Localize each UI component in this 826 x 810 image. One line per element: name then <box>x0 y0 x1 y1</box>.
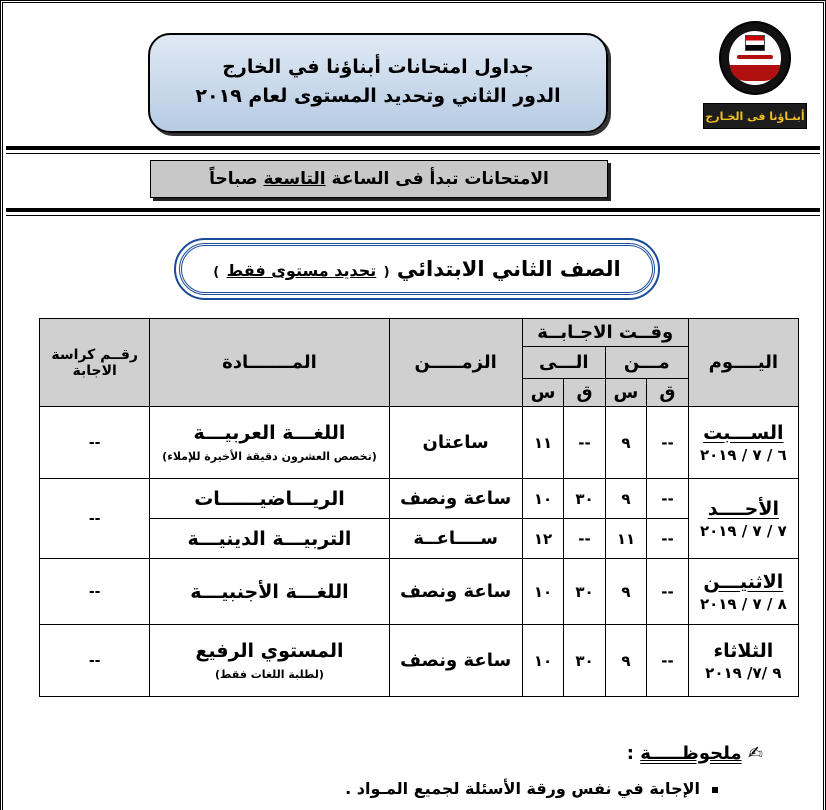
header-to-min: ق <box>564 379 605 407</box>
grade-title: الصف الثاني الابتدائي <box>396 257 621 281</box>
booklet-number: -- <box>40 625 150 697</box>
day-cell <box>688 559 798 625</box>
from-min: -- <box>647 625 688 697</box>
to-hour: ١٠ <box>522 559 563 625</box>
note-item <box>345 779 718 798</box>
booklet-number: -- <box>40 407 150 479</box>
header-from-min: ق <box>647 379 688 407</box>
day-cell <box>688 479 798 559</box>
duration: ســــاعــة <box>389 519 522 559</box>
to-min: ٣٠ <box>564 625 605 697</box>
header-answer-time: وقــت الاجـابــة <box>522 319 688 347</box>
header-divider <box>6 146 820 150</box>
duration: ساعة ونصف <box>389 559 522 625</box>
notice-divider-thin <box>6 215 820 216</box>
from-hour: ٩ <box>605 479 646 519</box>
subject-note: (لطلبة اللغات فقط) <box>215 668 324 681</box>
header-divider-thin <box>6 153 820 154</box>
from-min: -- <box>647 407 688 479</box>
grade-subtitle: تحديد مستوى فقط <box>226 261 377 280</box>
notice-highlight: التاسعة <box>263 169 326 189</box>
logo-caption: أبنـاؤنا فى الخـارج <box>703 103 807 129</box>
subject: التربيـــة الدينيـــة <box>150 519 389 559</box>
to-min: -- <box>564 407 605 479</box>
day-name: الأحــــد <box>707 497 779 520</box>
from-hour: ٩ <box>605 407 646 479</box>
subject-cell <box>150 407 389 479</box>
from-hour: ٩ <box>605 559 646 625</box>
subject-cell <box>150 625 389 697</box>
exam-schedule-table <box>39 318 799 697</box>
from-hour: ١١ <box>605 519 646 559</box>
bullet-icon <box>712 787 718 793</box>
grade-banner <box>179 243 655 295</box>
header-from-hour: س <box>605 379 646 407</box>
note-heading <box>627 743 763 764</box>
subject: المستوي الرفيع <box>195 640 344 662</box>
table-row <box>40 625 799 697</box>
day-cell <box>688 625 798 697</box>
notice-prefix: الامتحانات تبدأ فى الساعة <box>325 169 549 189</box>
header-to: الـــى <box>522 347 605 379</box>
from-min: -- <box>647 519 688 559</box>
table-row <box>40 519 799 559</box>
start-time-notice <box>150 160 608 198</box>
note-item-text: الإجابة في نفس ورقة الأسئلة لجميع المـواد . <box>345 779 700 798</box>
day-name: الســـبت <box>703 421 784 444</box>
notice-divider <box>6 208 820 212</box>
day-date: ٨ / ٧ / ٢٠١٩ <box>699 594 787 613</box>
header-to-hour: س <box>522 379 563 407</box>
to-min: ٣٠ <box>564 479 605 519</box>
to-min: ٣٠ <box>564 559 605 625</box>
from-min: -- <box>647 479 688 519</box>
header-booklet: رقــم كراسة الاجابة <box>40 319 150 407</box>
day-date: ٧ / ٧ / ٢٠١٩ <box>699 521 787 540</box>
egypt-flag-icon <box>745 35 765 51</box>
subject-note: (تخصص العشرون دقيقة الأخيرة للإملاء) <box>162 450 377 463</box>
day-name: الثلاثاء <box>713 639 774 662</box>
grade-close-paren: ) <box>213 265 220 280</box>
duration: ساعة ونصف <box>389 479 522 519</box>
from-min: -- <box>647 559 688 625</box>
subject: اللغـــة الأجنبيـــة <box>150 559 389 625</box>
header-subject: المـــــــادة <box>150 319 389 407</box>
booklet-number: -- <box>40 479 150 559</box>
ministry-logo <box>703 21 807 139</box>
note-colon: : <box>626 743 634 764</box>
note-title: ملحوظـــــة <box>640 743 742 764</box>
table-row <box>40 559 799 625</box>
to-hour: ١٠ <box>522 479 563 519</box>
day-name: الاثنيـــن <box>703 570 784 593</box>
title-box <box>148 33 608 133</box>
day-cell <box>688 407 798 479</box>
pen-icon: ✍ <box>747 743 763 764</box>
header-day: اليــــوم <box>688 319 798 407</box>
title-line-1: جداول امتحانات أبناؤنا في الخارج <box>222 56 534 78</box>
subject: الريـــاضيــــــات <box>150 479 389 519</box>
from-hour: ٩ <box>605 625 646 697</box>
to-hour: ١٠ <box>522 625 563 697</box>
subject: اللغـــة العربيـــة <box>193 422 346 444</box>
header-from: مـــن <box>605 347 688 379</box>
duration: ساعة ونصف <box>389 625 522 697</box>
booklet-number: -- <box>40 559 150 625</box>
to-hour: ١١ <box>522 407 563 479</box>
grade-open-paren: ( <box>383 265 390 280</box>
header-duration: الزمـــــن <box>389 319 522 407</box>
table-row <box>40 407 799 479</box>
day-date: ٩ /٧/ ٢٠١٩ <box>705 663 782 682</box>
title-line-2: الدور الثاني وتحديد المستوى لعام ٢٠١٩ <box>195 85 561 107</box>
table-row <box>40 479 799 519</box>
duration: ساعتان <box>389 407 522 479</box>
day-date: ٦ / ٧ / ٢٠١٩ <box>699 445 787 464</box>
to-hour: ١٢ <box>522 519 563 559</box>
notice-suffix: صباحاً <box>209 169 264 189</box>
ministry-seal-icon <box>719 21 791 95</box>
to-min: -- <box>564 519 605 559</box>
